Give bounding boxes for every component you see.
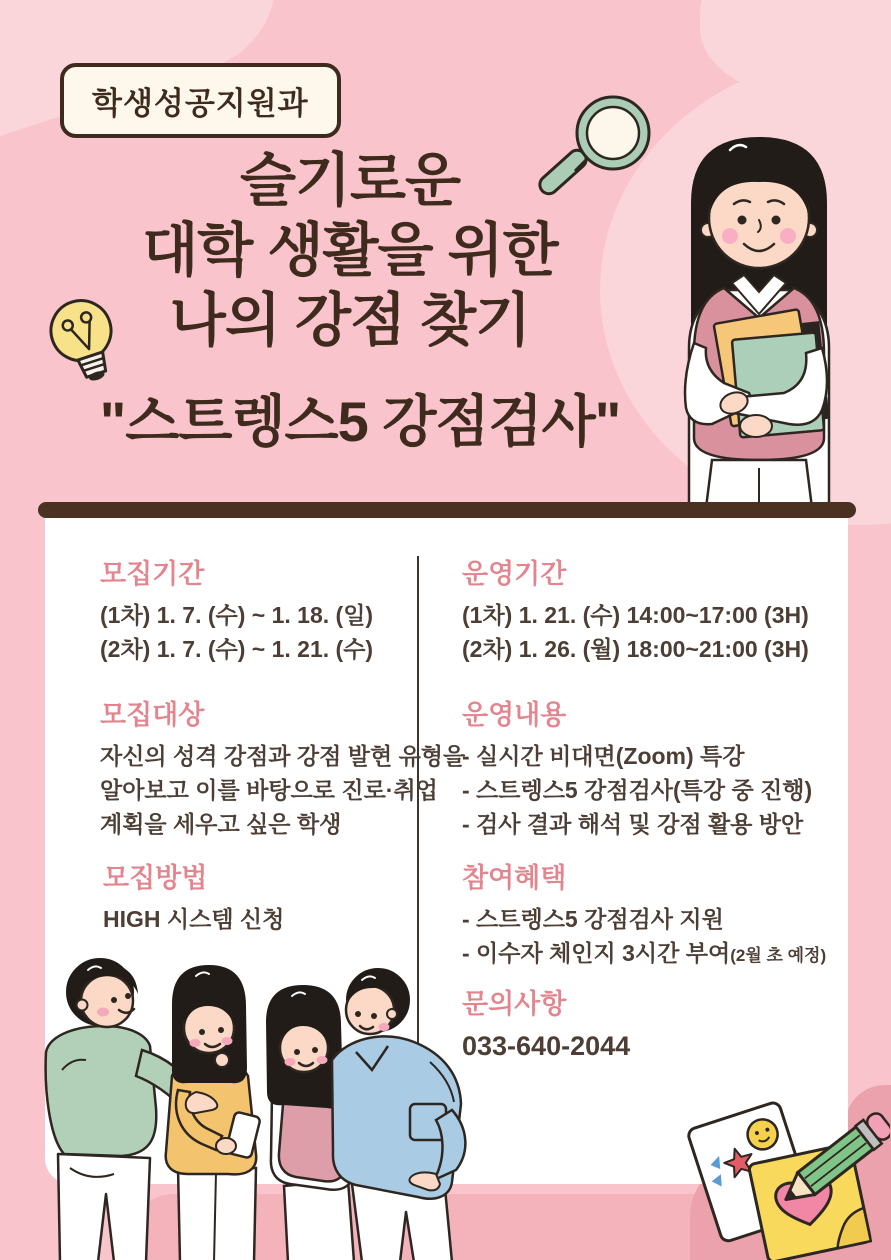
- section-line: - 스트렝스5 강점검사 지원: [462, 906, 724, 932]
- friends-illustration: [0, 942, 470, 1260]
- section-operation-period: [462, 556, 809, 666]
- section-heading: 모집대상: [100, 700, 205, 730]
- title-line-2: 대학 생활을 위한: [142, 218, 558, 283]
- section-line-note: (2월 초 예정): [730, 946, 827, 965]
- section-operation-contents: [462, 697, 812, 841]
- section-line: (2차) 1. 7. (수) ~ 1. 21. (수): [100, 636, 374, 662]
- section-recruit-method: [103, 860, 284, 936]
- section-heading: 모집방법: [103, 863, 208, 893]
- section-line: - 실시간 비대면(Zoom) 특강: [462, 743, 745, 769]
- department-badge: [60, 63, 341, 138]
- section-recruit-period: [100, 556, 373, 666]
- section-line: HIGH 시스템 신청: [103, 906, 285, 932]
- section-recruit-target: [100, 697, 465, 841]
- section-line: - 스트렝스5 강점검사(특강 중 진행): [462, 777, 813, 803]
- section-line: (2차) 1. 26. (월) 18:00~21:00 (3H): [462, 636, 809, 662]
- lightbulb-icon: [30, 288, 140, 398]
- department-badge-label: 학생성공지원과: [92, 86, 309, 121]
- section-heading: 문의사항: [462, 989, 567, 1019]
- section-contact: [462, 986, 630, 1064]
- section-line: 알아보고 이를 바탕으로 진로·취업: [100, 777, 438, 803]
- poster-subtitle: [10, 390, 710, 454]
- section-line: 계획을 세우고 싶은 학생: [100, 811, 342, 837]
- section-line: - 이수자 체인지 3시간 부여(2월 초 예정): [462, 940, 827, 966]
- section-heading: 운영기간: [462, 559, 567, 589]
- contact-phone-number: 033-640-2044: [462, 1031, 631, 1061]
- stationery-illustration: [680, 1095, 890, 1260]
- bg-blob-top-right: [700, 0, 891, 100]
- card-top-bar: [38, 502, 856, 518]
- title-line-1: 슬기로운: [239, 148, 461, 213]
- section-heading: 모집기간: [100, 559, 205, 589]
- section-heading: 운영내용: [462, 700, 567, 730]
- section-line: - 검사 결과 해석 및 강점 활용 방안: [462, 811, 804, 837]
- subtitle-text: "스트렝스5 강점검사": [99, 390, 621, 453]
- section-benefits: [462, 860, 826, 973]
- section-line: 자신의 성격 강점과 강점 발현 유형을: [100, 743, 466, 769]
- section-line: (1차) 1. 7. (수) ~ 1. 18. (일): [100, 602, 374, 628]
- section-line: (1차) 1. 21. (수) 14:00~17:00 (3H): [462, 602, 809, 628]
- title-line-3: 나의 강점 찾기: [169, 288, 531, 353]
- section-heading: 참여혜택: [462, 863, 567, 893]
